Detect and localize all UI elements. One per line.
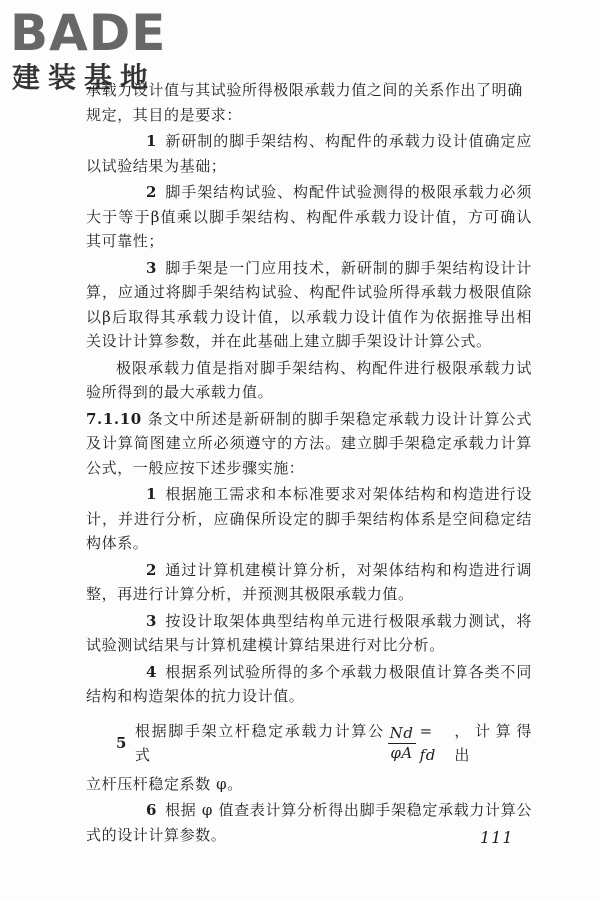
formula-equals: = fd <box>419 721 436 764</box>
step-number: 6 <box>146 801 158 819</box>
intro-line-1: 承载力设计值与其试验所得极限承载力值之间的关系作出了明确 <box>86 81 523 99</box>
item-number: 2 <box>146 183 158 201</box>
step-number: 2 <box>146 560 158 579</box>
step-2 <box>86 558 532 607</box>
step-6 <box>86 798 532 847</box>
clause-text: 条文中所述是新研制的脚手架稳定承载力设计计算公式及计算简图建立所必须遵守的方法。建立脚手架稳定承载力计算公式，一般应按下述步骤实施： <box>86 409 532 477</box>
body-text <box>86 78 532 849</box>
step-1 <box>86 482 532 556</box>
bade-logo <box>10 6 180 98</box>
step-number: 4 <box>146 662 158 681</box>
step-5-text-before: 根据脚手架立杆稳定承载力计算公式 <box>135 721 384 764</box>
item-1 <box>86 129 532 178</box>
step-4 <box>86 660 532 709</box>
formula-denominator: φA <box>390 743 413 762</box>
step-text: 根据系列试验所得的多个承载力极限值计算各类不同结构和构造架体的抗力设计值。 <box>86 662 532 705</box>
item-3 <box>86 256 532 354</box>
step-number: 1 <box>146 485 158 503</box>
step-text: 通过计算机建模计算分析，对架体结构和构造进行调整，再进行计算分析，并预测其极限承载力值。 <box>86 560 532 603</box>
clause-number: 7.1.10 <box>86 409 142 428</box>
item-text: 脚手架是一门应用技术，新研制的脚手架结构设计计算，应通过将脚手架结构试验、构配件试验所得承载力极限值除以β后取得其承载力设计值，以承载力设计值作为依据推导出相关设计计算参数，并在此基础上建立脚手架设计计算公式。 <box>86 258 532 350</box>
stability-formula-fraction <box>388 724 416 763</box>
clause-7-1-10 <box>86 407 532 481</box>
page-number: 111 <box>480 828 514 847</box>
step-5-text-after: ，计算得出 <box>454 721 532 764</box>
step-3 <box>86 609 532 658</box>
intro-line-2: 规定，其目的是要求： <box>86 105 243 124</box>
item-text: 新研制的脚手架结构、构配件的承载力设计值确定应以试验结果为基础； <box>86 132 532 175</box>
step-5-line-2: 立杆压杆稳定系数 φ。 <box>86 774 243 793</box>
item-text: 脚手架结构试验、构配件试验测得的极限承载力必须大于等于β值乘以脚手架结构、构配件承载力设计值，方可确认其可靠性； <box>86 183 532 250</box>
formula-numerator: Nd <box>389 723 414 742</box>
step-text: 根据施工需求和本标准要求对架体结构和构造进行设计，并进行分析，应确保所设定的脚手架结构体系是空间稳定结构体系。 <box>86 485 532 552</box>
limit-definition-paragraph: 极限承载力值是指对脚手架结构、构配件进行极限承载力试验所得到的最大承载力值。 <box>86 358 532 401</box>
logo-subtitle: 建装基地 <box>12 61 157 94</box>
item-number: 3 <box>146 258 158 277</box>
item-2 <box>86 180 532 254</box>
step-number: 3 <box>146 611 158 630</box>
item-number: 1 <box>146 132 158 150</box>
step-number: 5 <box>116 733 128 752</box>
step-text: 按设计取架体典型结构单元进行极限承载力测试，将试验测试结果与计算机建模计算结果进行对比分析。 <box>86 611 532 654</box>
step-5-formula-line <box>86 719 532 768</box>
logo-wordmark: BADE <box>10 4 167 62</box>
step-text: 根据 φ 值查表计算分析得出脚手架稳定承载力计算公式的设计计算参数。 <box>86 801 532 844</box>
